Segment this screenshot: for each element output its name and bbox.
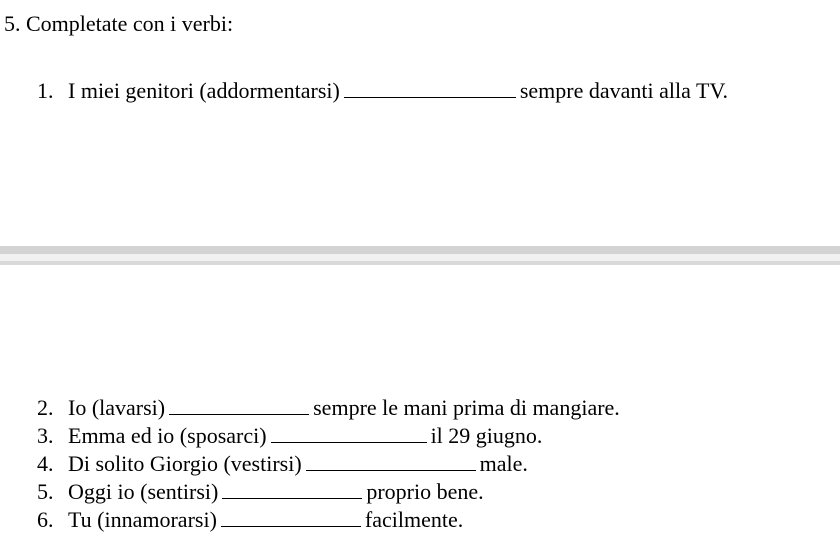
page-break-edge [0,261,840,265]
answer-blank[interactable] [221,507,361,527]
item-continuation: male. [479,451,528,476]
item-continuation: il 29 giugno. [430,423,543,448]
item-number: 3. [37,423,54,448]
exercise-item-2 [37,395,620,421]
item-prompt: Oggi io (sentirsi) [68,479,219,504]
page-break-gap [0,254,840,261]
item-prompt: I miei genitori (addormentarsi) [68,78,340,103]
item-prompt: Io (lavarsi) [68,395,166,420]
exercise-item-5 [37,479,484,505]
item-continuation: sempre davanti alla TV. [519,78,728,103]
item-prompt: Tu (innamorarsi) [68,507,217,532]
exercise-item-6 [37,507,463,533]
item-continuation: sempre le mani prima di mangiare. [313,395,620,420]
item-prompt: Emma ed io (sposarci) [68,423,267,448]
answer-blank[interactable] [306,451,476,471]
item-number: 2. [37,395,54,420]
item-continuation: facilmente. [364,507,464,532]
item-prompt: Di solito Giorgio (vestirsi) [68,451,302,476]
exercise-heading: 5. Completate con i verbi: [4,11,234,36]
answer-blank[interactable] [169,395,309,415]
answer-blank[interactable] [271,423,427,443]
item-number: 4. [37,451,54,476]
item-number: 5. [37,479,54,504]
exercise-item-3 [37,423,542,449]
answer-blank[interactable] [222,479,362,499]
page-break-separator [0,246,840,254]
exercise-item-4 [37,451,528,477]
item-number: 1. [37,78,54,103]
item-number: 6. [37,507,54,532]
answer-blank[interactable] [344,78,516,98]
exercise-item-1 [37,78,728,104]
item-continuation: proprio bene. [366,479,484,504]
